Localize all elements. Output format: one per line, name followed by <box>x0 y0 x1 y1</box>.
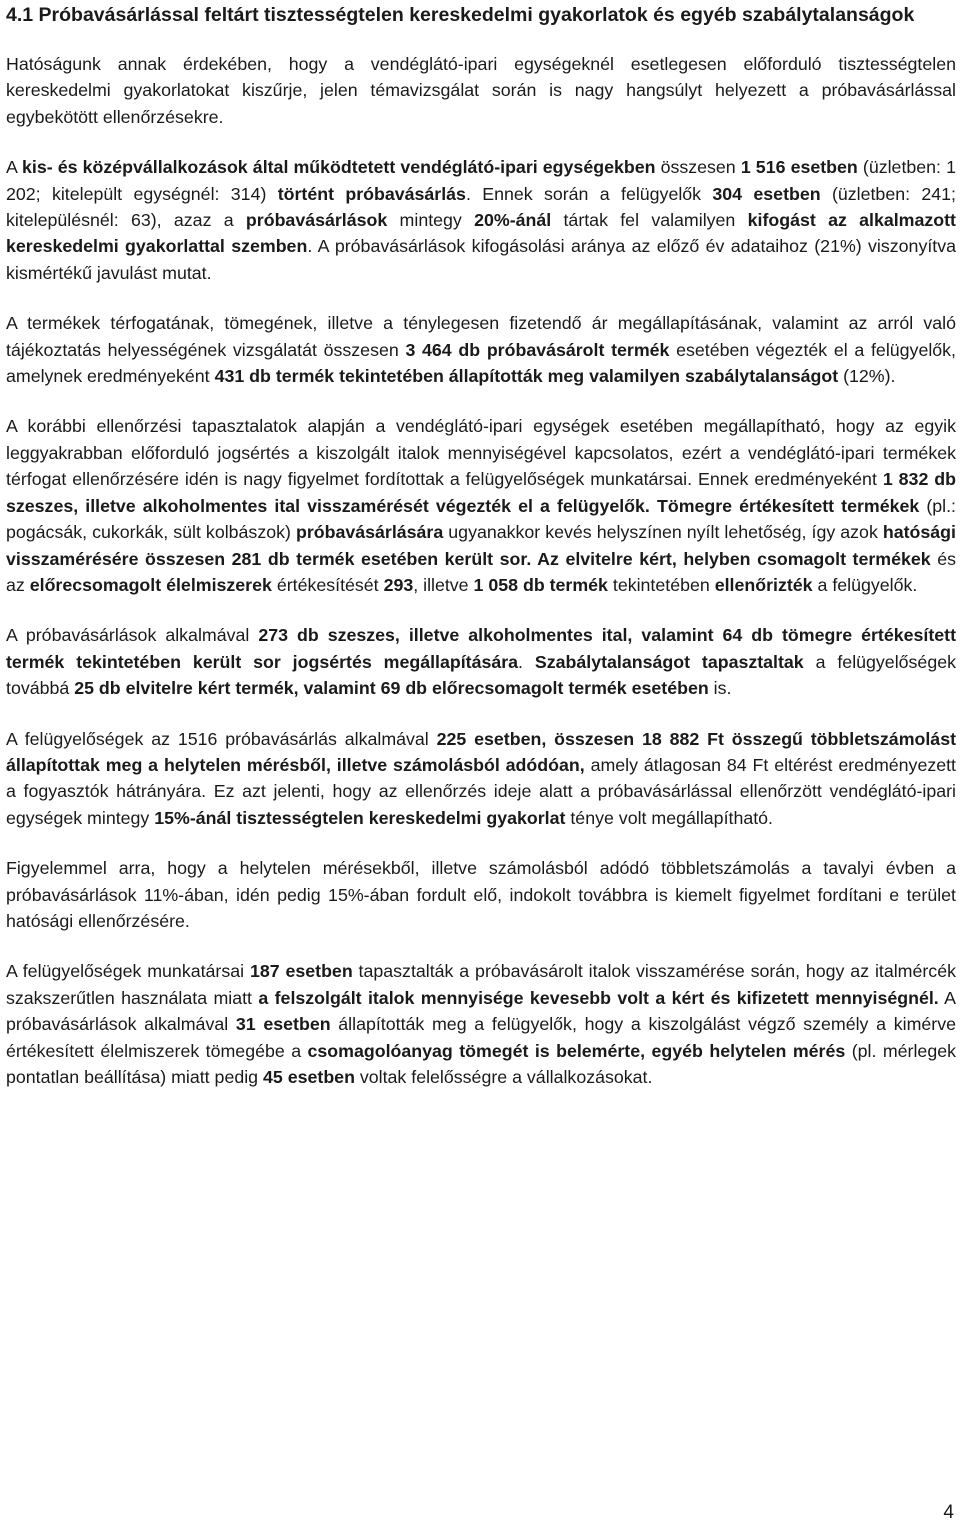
paragraph-7 <box>6 855 956 934</box>
document-page <box>6 0 956 1090</box>
emphasized-text: ellenőrizték <box>714 574 813 595</box>
emphasized-text: 1 516 esetben <box>740 157 858 178</box>
text-run: összesen <box>655 157 741 178</box>
emphasized-text: 25 db elvitelre kért termék, valamint 69 db előrecsomagolt termék esetében <box>74 678 709 699</box>
emphasized-text: 45 esetben <box>263 1067 355 1087</box>
paragraph-1 <box>6 51 956 130</box>
text-run: állapították meg a felügyelők, hogy a kiszolgálást végző személy a kimérve értékesített élelmiszerek tömegébe a <box>6 1014 956 1061</box>
text-run: esetében végezték el a felügyelők, amelynek eredményeként <box>6 339 957 387</box>
emphasized-text: 273 db szeszes, illetve alkoholmentes ital, valamint 64 db tömegre értékesített termék tekintetében került sor jogsértés megállapítására <box>6 625 956 672</box>
text-run: voltak felelősségre a vállalkozásokat. <box>354 1067 653 1087</box>
text-run: mintegy <box>387 210 475 231</box>
emphasized-text: kis- és középvállalkozások által működtetett vendéglátó-ipari egységekben <box>22 157 656 178</box>
emphasized-text: 293 <box>383 574 414 595</box>
emphasized-text: 31 esetben <box>235 1014 331 1035</box>
paragraph-3 <box>6 310 956 389</box>
emphasized-text: előrecsomagolt élelmiszerek <box>29 574 272 595</box>
text-run: Figyelemmel arra, hogy a helytelen mérésekből, illetve számolásból adódó többletszámolás a tavalyi évben a próbavásárlások 11%-ában, idén pedig 15%-ában fordult elő, indokolt továbbra is kiemelt figyelmet fordítani e terület hatósági ellenőrzésére. <box>6 858 956 931</box>
text-run: és az <box>6 548 956 595</box>
text-run: a felügyelőségek továbbá <box>6 651 956 699</box>
emphasized-text: 1 832 db szeszes, illetve alkoholmentes ital visszamérését végezték el a felügyelők. Tömegre értékesített termékek <box>6 469 956 516</box>
paragraph-8 <box>6 958 956 1090</box>
emphasized-text: 15%-ánál tisztességtelen kereskedelmi gyakorlat <box>154 807 566 828</box>
emphasized-text: Szabálytalanságot tapasztaltak <box>534 651 804 672</box>
paragraph-4 <box>6 413 956 598</box>
text-run: (pl. mérlegek pontatlan beállítása) miatt pedig <box>6 1040 956 1087</box>
emphasized-text: 187 esetben <box>249 961 353 982</box>
emphasized-text: kifogást az alkalmazott kereskedelmi gyakorlattal szemben <box>6 210 956 257</box>
page-number: 4 <box>943 1502 954 1523</box>
text-run: (üzletben: 241; kitelepülésnél: 63), azaz a <box>6 183 956 231</box>
text-run: (üzletben: 1 202; kitelepült egységnél: 314) <box>6 157 956 204</box>
text-run: A próbavásárlások alkalmával <box>6 625 259 646</box>
text-run: A termékek térfogatának, tömegének, illetve a ténylegesen fizetendő ár megállapításának, valamint az arról való tájékoztatás helyességének vizsgálatát összesen <box>6 313 956 360</box>
emphasized-text: 431 db termék tekintetében állapították meg valamilyen szabálytalanságot <box>214 366 839 387</box>
section-heading: 4.1 Próbavásárlással feltárt tisztességtelen kereskedelmi gyakorlatok és egyéb szabálytalanságok <box>6 4 915 26</box>
text-run: tekintetében <box>607 574 715 595</box>
paragraph-2 <box>6 154 956 286</box>
text-run: a felügyelők. <box>812 574 918 595</box>
emphasized-text: 225 esetben, összesen 18 882 Ft összegű többletszámolást állapítottak meg a helytelen mérésből, illetve számolásból adódóan, <box>6 728 957 775</box>
emphasized-text: 304 esetben <box>712 183 821 204</box>
text-run: amely átlagosan 84 Ft eltérést eredményezett a fogyasztók hátrányára. Ez azt jelenti, hogy az ellenőrzés ideje alatt a próbavásárlással ellenőrzött vendéglátó-ipari egységek mintegy <box>6 754 956 828</box>
text-run: értékesítését <box>271 574 384 595</box>
text-run: ténye volt megállapítható. <box>565 807 773 828</box>
text-run: A próbavásárlások alkalmával <box>6 987 956 1035</box>
emphasized-text: 20%-ánál <box>474 210 552 231</box>
text-run: Hatóságunk annak érdekében, hogy a vendéglátó-ipari egységeknél esetlegesen előforduló tisztességtelen kereskedelmi gyakorlatokat kiszűrje, jelen témavizsgálat során is nagy hangsúlyt helyezett a próbavásárlással egybekötött ellenőrzésekre. <box>6 54 956 127</box>
paragraph-5 <box>6 622 956 701</box>
text-run: A felügyelőségek munkatársai <box>6 961 250 982</box>
text-run: (pl.: pogácsák, cukorkák, sült kolbászok) <box>6 495 956 543</box>
text-run: , illetve <box>413 574 474 595</box>
text-run: . Ennek során a felügyelők <box>465 183 713 204</box>
emphasized-text: történt próbavásárlás <box>277 183 466 204</box>
text-run: A felügyelőségek az 1516 próbavásárlás alkalmával <box>6 728 437 749</box>
text-run: A korábbi ellenőrzési tapasztalatok alapján a vendéglátó-ipari egységek esetében megállapítható, hogy az egyik leggyakrabban előforduló jogsértés a kiszolgált italok mennyiségével kapcsolatos, ezért a vendéglátó-ipari termékek térfogat ellenőrzésére idén is nagy figyelmet fordítottak a felügyelőségek munkatársai. Ennek eredményeként <box>6 416 956 490</box>
emphasized-text: csomagolóanyag tömegét is belemérte, egyéb helytelen mérés <box>307 1040 846 1061</box>
text-run: tártak fel valamilyen <box>551 210 748 231</box>
text-run: A <box>6 157 22 178</box>
emphasized-text: a felszolgált italok mennyisége kevesebb volt a kért és kifizetett mennyiségnél. <box>258 987 939 1008</box>
emphasized-text: próbavásárlására <box>295 522 444 543</box>
paragraph-6 <box>6 726 956 832</box>
text-run: (12%). <box>838 366 896 387</box>
text-run: is. <box>708 678 732 699</box>
emphasized-text: hatósági visszamérésére összesen 281 db termék esetében került sor. Az elvitelre kért, helyben csomagolt termékek <box>6 522 956 569</box>
text-run: . <box>518 651 535 672</box>
emphasized-text: 3 464 db próbavásárolt termék <box>405 339 670 360</box>
emphasized-text: próbavásárlások <box>245 210 388 231</box>
text-run: ugyanakkor kevés helyszínen nyílt lehetőség, így azok <box>443 522 883 543</box>
text-run: . A próbavásárlások kifogásolási aránya az előző év adataihoz (21%) viszonyítva kismértékű javulást mutat. <box>6 236 956 283</box>
text-run: tapasztalták a próbavásárolt italok visszamérése során, hogy az italmércék szakszerűtlen használata miatt <box>6 961 956 1008</box>
emphasized-text: 1 058 db termék <box>473 574 608 595</box>
